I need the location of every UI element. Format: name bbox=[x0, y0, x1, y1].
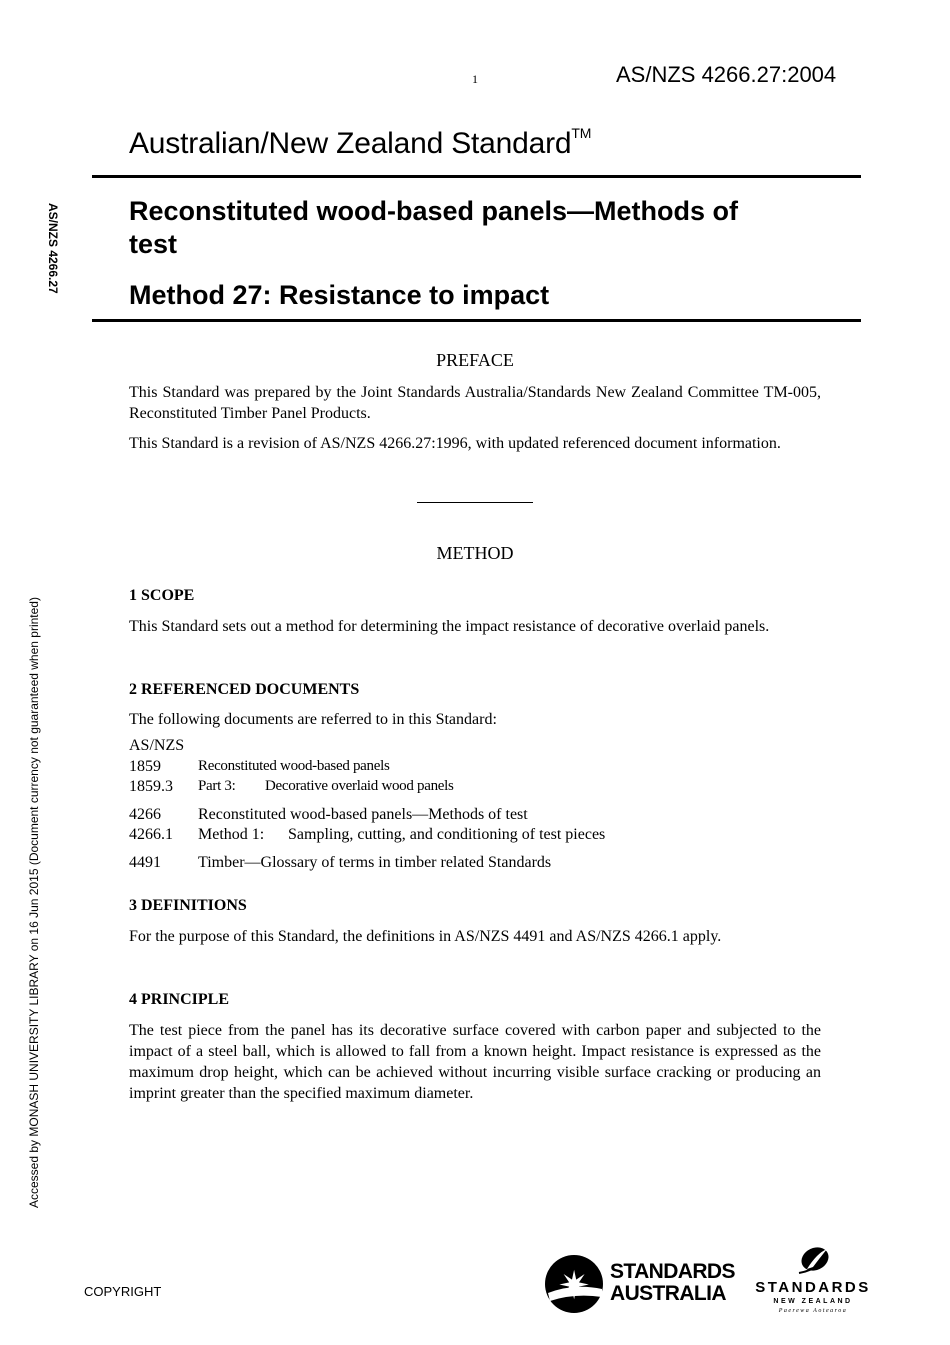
copyright-notice: COPYRIGHT bbox=[84, 1284, 162, 1299]
reference-code: 1859.3 bbox=[129, 778, 173, 795]
references-intro: The following documents are referred to in this Standard: bbox=[129, 711, 497, 728]
snz-logo-main: STANDARDS bbox=[755, 1279, 871, 1296]
snz-emblem-icon bbox=[793, 1245, 833, 1277]
section-heading-references: 2 REFERENCED DOCUMENTS bbox=[129, 681, 360, 698]
scope-body: This Standard sets out a method for determining the impact resistance of decorative overlaid panels. bbox=[129, 618, 770, 635]
reference-row bbox=[129, 778, 829, 798]
reference-title: Sampling, cutting, and conditioning of test pieces bbox=[288, 826, 606, 843]
sa-logo-line-2: AUSTRALIA bbox=[610, 1282, 726, 1305]
reference-code: 4266 bbox=[129, 806, 161, 823]
snz-logo-sub: NEW ZEALAND bbox=[773, 1298, 853, 1305]
reference-row bbox=[129, 826, 829, 846]
principle-body: The test piece from the panel has its decorative surface covered with carbon paper and subjected to the impact of a steel ball, which is allowed to fall from a known height. Impact resistance is expressed as the maximum drop height, which can be achieved without incurring visible surface cracking or producing an imprint greater than the specified maximum diameter. bbox=[129, 1022, 821, 1102]
section-heading-scope: 1 SCOPE bbox=[129, 587, 195, 604]
reference-part: Method 1: bbox=[198, 826, 265, 843]
preface-heading: PREFACE bbox=[436, 350, 514, 370]
section-divider bbox=[417, 502, 533, 503]
standard-number: AS/NZS 4266.27:2004 bbox=[616, 62, 837, 87]
top-rule bbox=[92, 175, 861, 178]
section-heading-principle: 4 PRINCIPLE bbox=[129, 991, 230, 1008]
reference-title: Reconstituted wood-based panels—Methods of test bbox=[198, 806, 528, 823]
side-standard-code: AS/NZS 4266.27 bbox=[46, 203, 60, 294]
title-line-1: Reconstituted wood-based panels—Methods of bbox=[129, 196, 739, 226]
preface-paragraph-2: This Standard is a revision of AS/NZS 4266.27:1996, with updated referenced document information. bbox=[129, 435, 781, 452]
definitions-body: For the purpose of this Standard, the definitions in AS/NZS 4491 and AS/NZS 4266.1 apply. bbox=[129, 928, 722, 945]
section-heading-definitions: 3 DEFINITIONS bbox=[129, 897, 247, 914]
reference-code: 1859 bbox=[129, 758, 161, 775]
trademark-mark: TM bbox=[571, 125, 592, 141]
reference-code: 4491 bbox=[129, 854, 161, 871]
reference-part: Part 3: bbox=[198, 778, 236, 794]
document-title bbox=[129, 195, 829, 261]
standard-banner bbox=[129, 127, 591, 161]
access-notice: Accessed by MONASH UNIVERSITY LIBRARY on 16 Jun 2015 (Document currency not guaranteed when printed) bbox=[27, 597, 41, 1208]
standards-australia-logo bbox=[544, 1253, 744, 1315]
reference-row bbox=[129, 758, 829, 778]
page-number: 1 bbox=[472, 72, 478, 86]
title-line-2: test bbox=[129, 229, 178, 259]
reference-code: 4266.1 bbox=[129, 826, 173, 843]
method-heading: METHOD bbox=[436, 543, 514, 563]
snz-logo-maori: Paerewa Aotearoa bbox=[778, 1308, 848, 1314]
sa-logo-line-1: STANDARDS bbox=[610, 1260, 735, 1283]
sa-emblem-icon bbox=[544, 1253, 606, 1315]
reference-title: Reconstituted wood-based panels bbox=[198, 758, 390, 774]
title-rule bbox=[92, 319, 861, 322]
method-title: Method 27: Resistance to impact bbox=[129, 280, 550, 310]
reference-row bbox=[129, 854, 829, 874]
preface-paragraph-1: This Standard was prepared by the Joint Standards Australia/Standards New Zealand Committee TM-005, Reconstituted Timber Panel Products. bbox=[129, 384, 821, 422]
reference-group-label bbox=[129, 737, 829, 757]
reference-group-code: AS/NZS bbox=[129, 737, 185, 754]
reference-title: Timber—Glossary of terms in timber related Standards bbox=[198, 854, 552, 871]
standards-new-zealand-logo bbox=[753, 1245, 883, 1320]
banner-text: Australian/New Zealand Standard bbox=[129, 127, 572, 160]
reference-row bbox=[129, 806, 829, 826]
reference-title: Decorative overlaid wood panels bbox=[265, 778, 454, 794]
